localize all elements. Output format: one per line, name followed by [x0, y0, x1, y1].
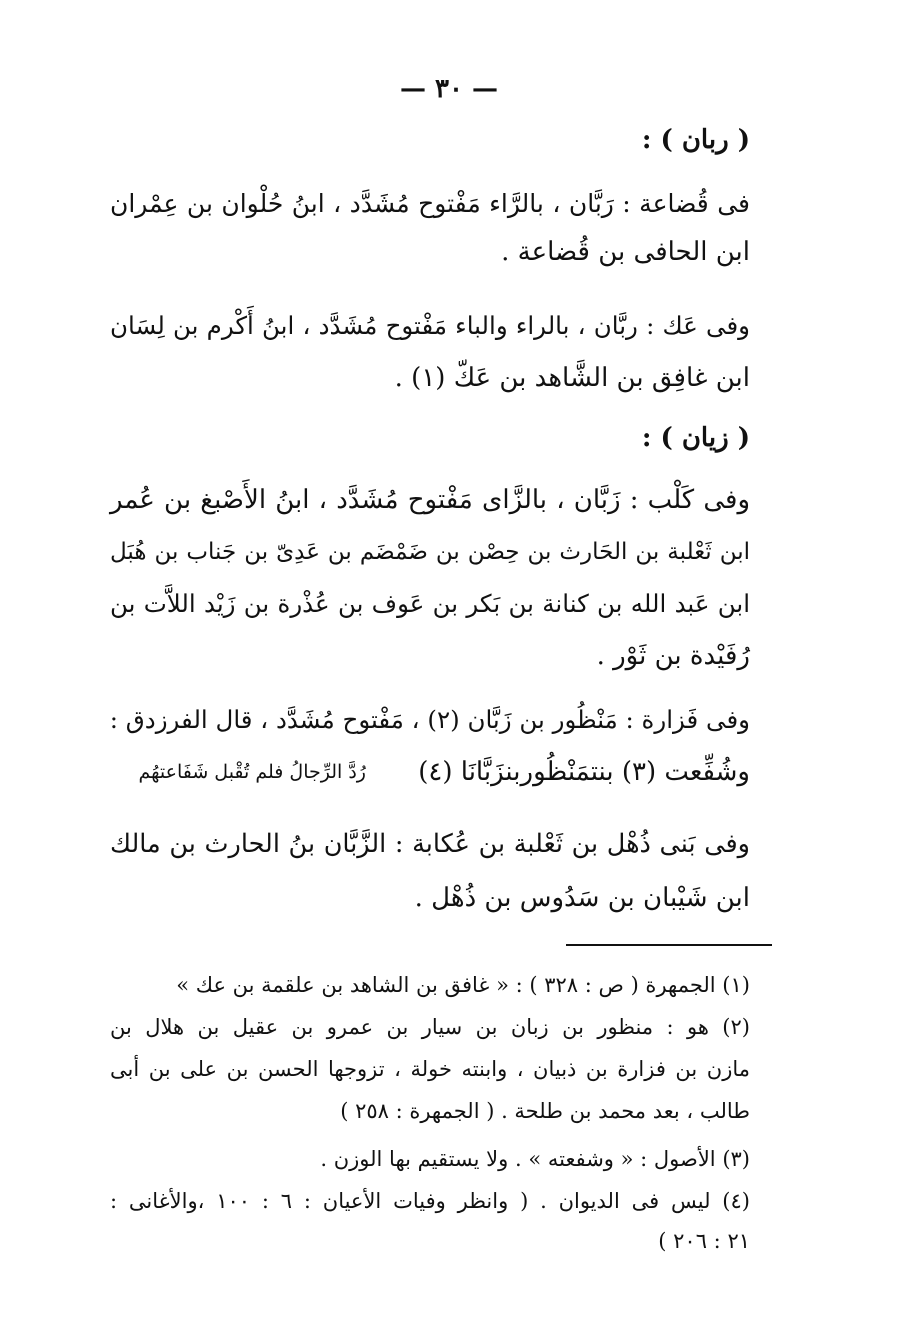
verse-second-hemistich: وشُفِّعت (٣) بنتمَنْظُوربنزَبَّانَا (٤)	[418, 757, 750, 787]
footnote-line: (٣) الأصول : « وشفعته » . ولا يستقيم بها الوزن .	[320, 1147, 750, 1171]
paragraph-line: ابن عَبد الله بن كنانة بن بَكر بن عَوف بن عُذْرة بن زَيْد اللاَّت بن	[110, 589, 750, 618]
paragraph-line: رُفَيْدة بن ثَوْر .	[596, 641, 750, 671]
verse-first-hemistich: رُدَّ الرِّجالُ فلم تُقْبل شَفَاعتهُم	[138, 761, 366, 783]
section-heading-zabban: ( زيان ) :	[641, 423, 750, 453]
page-number: — ٣٠ —	[399, 74, 499, 104]
footnote-line: مازن بن فزارة بن ذبيان ، وابنته خولة ، تزوجها الحسن بن على بن أبى	[110, 1057, 750, 1081]
paragraph-line: وفى عَك : ربَّان ، بالراء والباء مَفْتوح مُشَدَّد ، ابنُ أَكْرم بن لِسَان	[110, 311, 750, 340]
paragraph-line: ابن الحافى بن قُضاعة .	[501, 237, 750, 267]
paragraph-line: ابن ثَعْلبة بن الحَارث بن حِصْن بن ضَمْضَم بن عَدِىّ بن جَناب بن هُبَل	[110, 539, 750, 565]
footnote-line: طالب ، بعد محمد بن طلحة . ( الجمهرة : ٢٥٨ )	[340, 1099, 750, 1123]
paragraph-line: ابن شَيْبان بن سَدُوس بن ذُهْل .	[414, 883, 750, 913]
footnote-line: (٢) هو : منظور بن زبان بن سيار بن عمرو بن عقيل بن هلال بن	[110, 1015, 750, 1039]
section-heading-rabban: ( ربان ) :	[641, 125, 750, 155]
paragraph-line: وفى بَنى ذُهْل بن ثَعْلبة بن عُكابة : الزَّبَّان بنُ الحارث بن مالك	[110, 829, 750, 859]
paragraph-line: وفى كَلْب : زَبَّان ، بالزَّاى مَفْتوح مُشَدَّد ، ابنُ الأَصْبغ بن عُمر	[110, 485, 750, 515]
footnote-line: (١) الجمهرة ( ص : ٣٢٨ ) : « غافق بن الشاهد بن علقمة بن عك »	[176, 973, 750, 997]
footnote-separator	[566, 944, 772, 946]
paragraph-line: وفى فَزارة : مَنْظُور بن زَبَّان (٢) ، مَفْتوح مُشَدَّد ، قال الفرزدق :	[109, 705, 750, 734]
footnote-line: (٤) ليس فى الديوان . ( وانظر وفيات الأعيان : ٦ : ١٠٠ ،والأغانى :	[110, 1189, 750, 1213]
footnote-line: ٢١ : ٢٠٦ )	[658, 1229, 750, 1253]
paragraph-line: فى قُضاعة : رَبَّان ، بالرَّاء مَفْتوح مُشَدَّد ، ابنُ حُلْوان بن عِمْران	[110, 189, 750, 218]
paragraph-line: ابن غافِق بن الشَّاهد بن عَكّ (١) .	[394, 363, 750, 393]
